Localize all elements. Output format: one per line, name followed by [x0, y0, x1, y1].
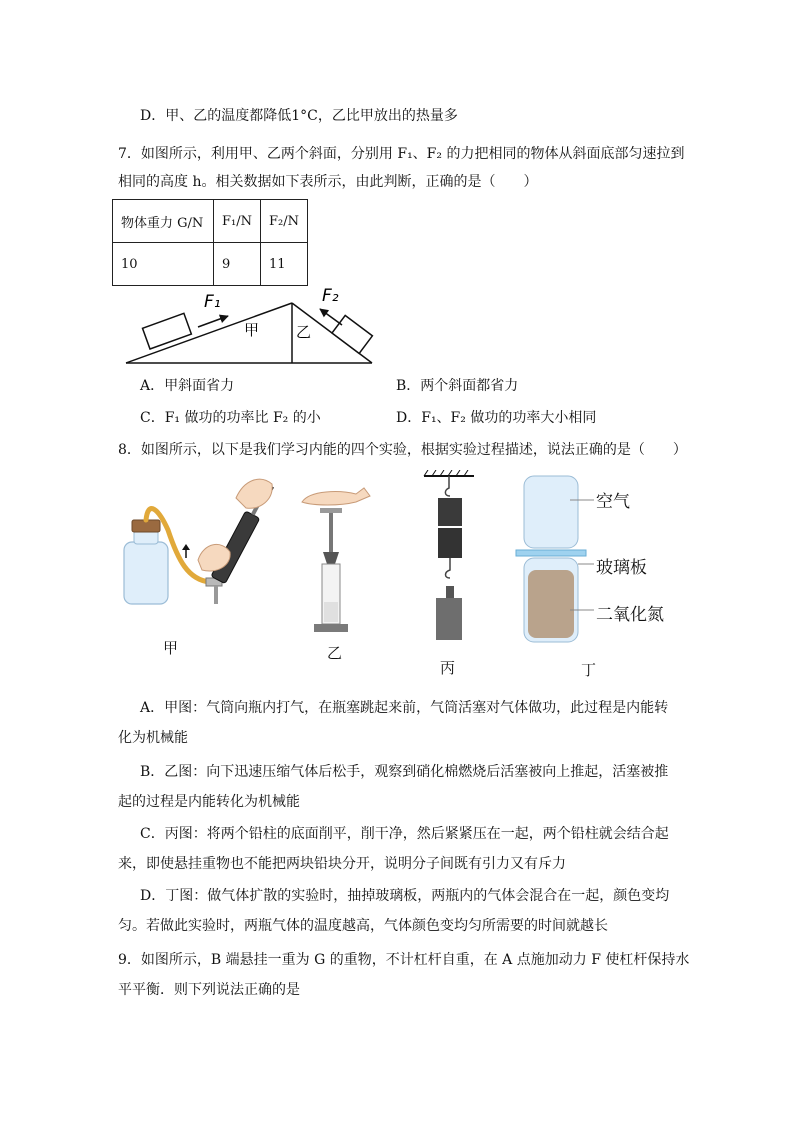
- hanging-weight: [436, 598, 462, 640]
- upper-hand: [236, 479, 272, 508]
- figure-ding-label: 丁: [581, 661, 597, 679]
- q7-option-b: B．两个斜面都省力: [396, 378, 519, 394]
- table-header-row: [113, 200, 308, 243]
- f2-arrow: [320, 309, 342, 325]
- table-cell: 10: [113, 243, 214, 286]
- q7-stem-line2: 相同的高度 h。相关数据如下表所示，由此判断，正确的是（ ）: [118, 174, 538, 190]
- q8-option-b-line2: 起的过程是内能转化为机械能: [118, 794, 300, 810]
- label-glass-plate: 玻璃板: [596, 558, 647, 578]
- experiment-yi-syringe-figure: [290, 472, 380, 642]
- incline-yi-label: 乙: [296, 323, 312, 341]
- q8-option-a-line2: 化为机械能: [118, 730, 188, 746]
- q8-option-c-line1: C．丙图：将两个铅柱的底面削平，削干净，然后紧紧压在一起，两个铅柱就会结合起: [140, 826, 669, 842]
- table-row: [113, 243, 308, 286]
- figure-bing-label: 丙: [440, 659, 456, 677]
- lead-cylinder-lower: [438, 528, 462, 558]
- q8-option-b-line1: B．乙图：向下迅速压缩气体后松手，观察到硝化棉燃烧后活塞被向上推起，活塞被推: [140, 764, 669, 780]
- label-air: 空气: [596, 492, 630, 512]
- q7-data-table: [112, 199, 308, 286]
- table-header-cell: 物体重力 G/N: [113, 200, 214, 243]
- q6-option-d: D．甲、乙的温度都降低1°C，乙比甲放出的热量多: [140, 108, 458, 124]
- cotton: [324, 602, 338, 622]
- incline-jia-label: 甲: [244, 321, 260, 339]
- no2-gas: [528, 570, 574, 638]
- piston-rod: [329, 513, 333, 553]
- table-cell: 11: [261, 243, 308, 286]
- q8-option-a-line1: A．甲图：气筒向瓶内打气，在瓶塞跳起来前，气筒活塞对气体做功，此过程是内能转: [140, 700, 669, 716]
- q8-option-d-line1: D．丁图：做气体扩散的实验时，抽掉玻璃板，两瓶内的气体会混合在一起，颜色变均: [140, 888, 670, 904]
- q8-stem: 8．如图所示，以下是我们学习内能的四个实验，根据实验过程描述，说法正确的是（ ）: [118, 442, 687, 458]
- q8-option-c-line2: 来，即使悬挂重物也不能把两块铅块分开，说明分子间既有引力又有斥力: [118, 856, 566, 872]
- block-jia: [143, 313, 192, 349]
- inclined-planes-figure: [120, 285, 380, 370]
- lead-cylinder-upper: [438, 498, 462, 526]
- block-yi: [332, 315, 372, 353]
- f1-arrow: [198, 316, 228, 327]
- figure-yi-label: 乙: [327, 644, 343, 662]
- q7-option-c: C．F₁ 做功的功率比 F₂ 的小: [140, 410, 321, 426]
- palm-hand: [302, 488, 370, 505]
- experiment-jia-pump-figure: [118, 470, 278, 660]
- table-header-cell: F₂/N: [261, 200, 308, 243]
- bottle: [124, 542, 168, 604]
- experiment-bing-lead-figure: [420, 470, 480, 650]
- q9-stem-line2: 平平衡．则下列说法正确的是: [118, 982, 300, 998]
- q9-stem-line1: 9．如图所示，B 端悬挂一重为 G 的重物，不计杠杆自重，在 A 点施加动力 F 使杠杆保持水: [118, 952, 690, 968]
- table-header-cell: F₁/N: [214, 200, 261, 243]
- syringe-cone: [323, 552, 339, 564]
- syringe-base: [314, 624, 348, 632]
- q8-option-d-line2: 匀。若做此实验时，两瓶气体的温度越高，气体颜色变均匀所需要的时间就越长: [118, 918, 608, 934]
- f2-label: F₂: [322, 286, 339, 306]
- q7-stem-line1: 7．如图所示，利用甲、乙两个斜面，分别用 F₁、F₂ 的力把相同的物体从斜面底部匀速拉到: [118, 146, 685, 162]
- syringe-top: [320, 508, 342, 513]
- q7-option-a: A．甲斜面省力: [140, 378, 235, 394]
- table-cell: 9: [214, 243, 261, 286]
- hook-bottom: [446, 558, 451, 578]
- label-no2: 二氧化氮: [596, 605, 664, 625]
- hook-top: [445, 476, 450, 496]
- q7-option-d: D．F₁、F₂ 做功的功率大小相同: [396, 410, 597, 426]
- f1-label: F₁: [204, 292, 221, 312]
- figure-jia-label: 甲: [163, 639, 179, 657]
